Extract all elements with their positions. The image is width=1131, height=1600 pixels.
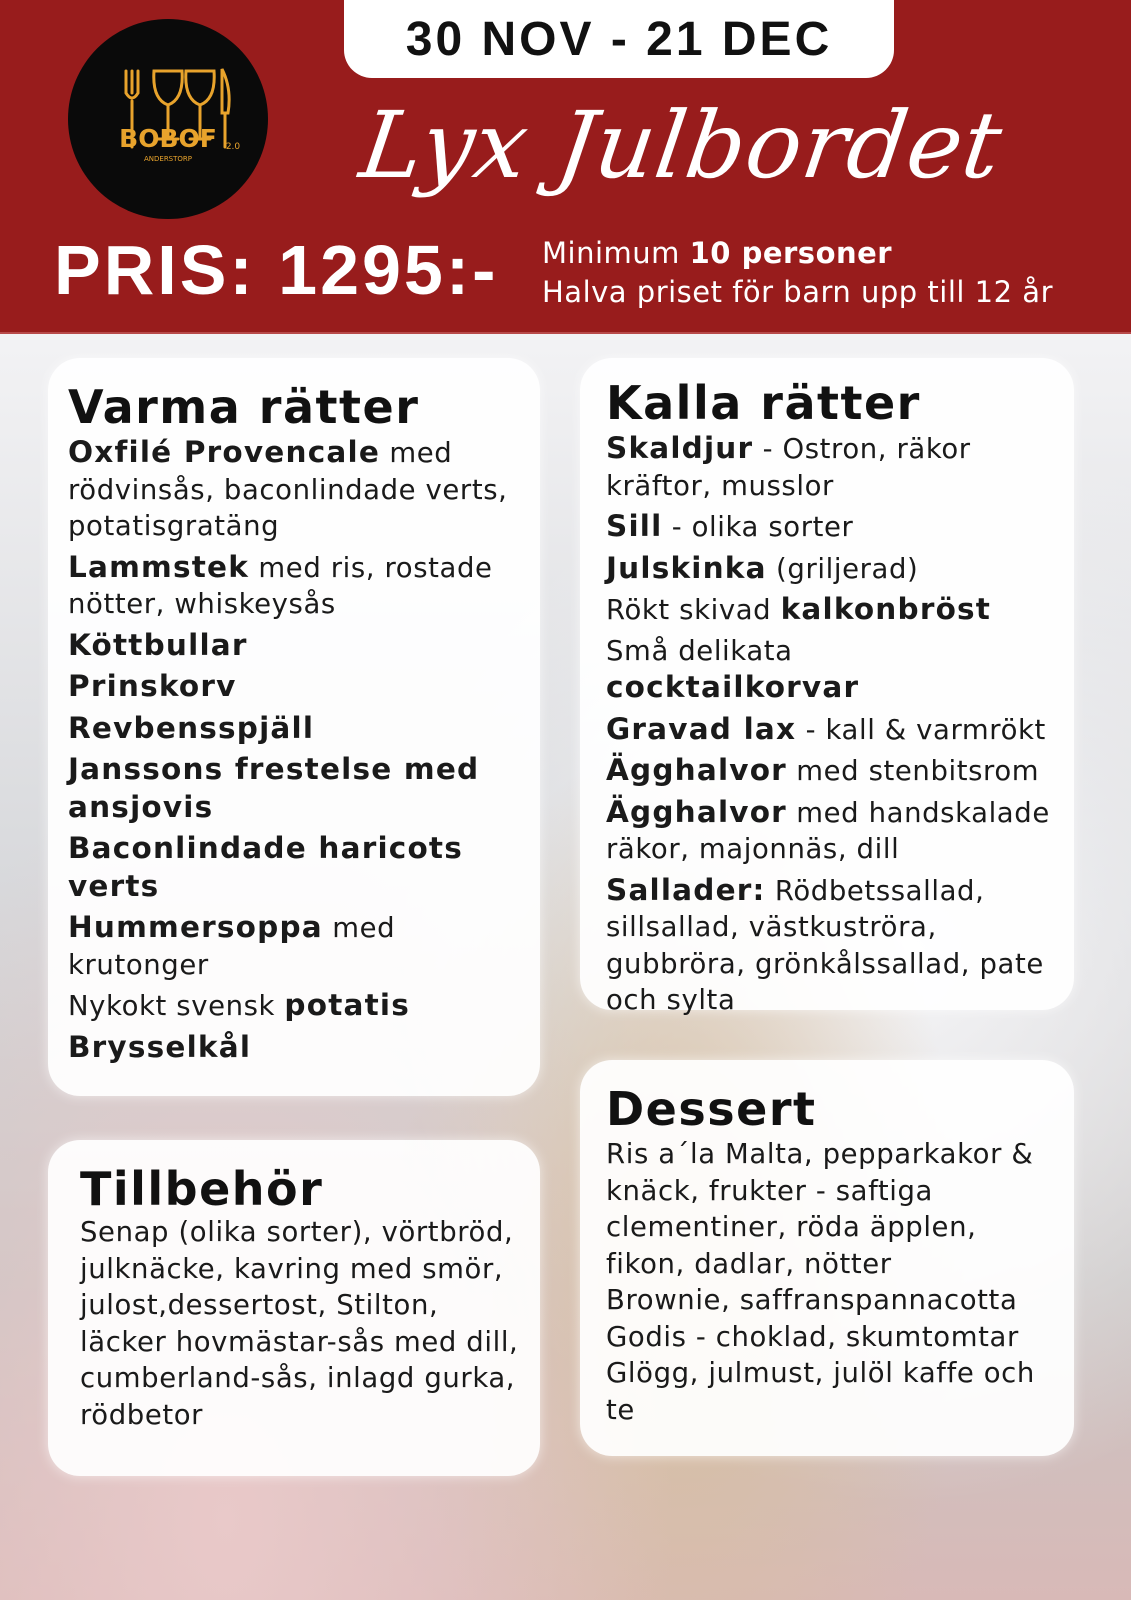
list-varma-ratter: [68, 434, 520, 1066]
menu-item-name: kalkonbröst: [780, 592, 992, 626]
card-varma-ratter: [48, 358, 540, 1096]
menu-item-description: med krutonger: [68, 912, 396, 981]
menu-item: [68, 668, 520, 706]
menu-item-name: Revbensspjäll: [68, 710, 315, 745]
menu-item: [606, 794, 1054, 868]
menu-item-prefix: Nykokt svensk: [68, 990, 285, 1022]
heading-tillbehor: Tillbehör: [80, 1162, 324, 1216]
menu-item-name: Janssons frestelse med ansjovis: [68, 752, 480, 824]
menu-item-name: Skaldjur: [606, 431, 754, 465]
menu-item: [68, 627, 520, 665]
menu-item-name: Baconlindade haricots verts: [68, 831, 463, 903]
menu-item-name: Brysselkål: [68, 1029, 252, 1064]
list-dessert: [606, 1136, 1056, 1428]
menu-item-description: med ris, rostade nötter, whiskeysås: [68, 551, 493, 620]
menu-item: [68, 909, 520, 983]
heading-varma-ratter: Varma rätter: [68, 380, 420, 434]
menu-item-name: Ägghalvor: [606, 794, 787, 829]
menu-title: Lyx Julbordet: [354, 92, 1009, 199]
menu-item: [606, 430, 1054, 504]
menu-item-prefix: Rökt skivad: [606, 594, 781, 626]
menu-item: [68, 710, 520, 748]
header-banner: [0, 0, 1131, 334]
restaurant-logo: [68, 19, 268, 219]
menu-item-name: Prinskorv: [68, 669, 237, 703]
menu-item-name: Hummersoppa: [68, 910, 323, 944]
dessert-line: Glögg, julmust, julöl kaffe och te: [606, 1357, 1035, 1426]
menu-item: [68, 751, 520, 826]
text-tillbehor: Senap (olika sorter), vörtbröd, julknäcke, kavring med smör, julost,dessertost, Stilton, läcker hovmästar-sås med dill, cumberland-sås, inlagd gurka, rödbetor: [80, 1216, 519, 1431]
menu-item-name: potatis: [284, 988, 410, 1022]
menu-item-name: Lammstek: [68, 549, 250, 584]
menu-item-description: - olika sorter: [662, 511, 854, 543]
dessert-line: Ris a´la Malta, pepparkakor & knäck, frukter - saftiga clementiner, röda äpplen, fikon, dadlar, nötter: [606, 1138, 1034, 1280]
price-note-line2: Halva priset för barn upp till 12 år: [542, 275, 1053, 309]
minimum-label: Minimum: [542, 236, 690, 270]
menu-item: [606, 508, 1054, 546]
price-note-line1: [542, 234, 1053, 273]
menu-item: [68, 830, 520, 905]
logo-place: ANDERSTORP: [143, 155, 193, 163]
card-dessert: [580, 1060, 1074, 1456]
menu-item-name: Sallader:: [606, 872, 766, 907]
heading-kalla-ratter: Kalla rätter: [606, 376, 921, 430]
dessert-line: Godis - choklad, skumtomtar: [606, 1320, 1019, 1353]
menu-item: [68, 549, 520, 623]
menu-item: [606, 550, 1054, 588]
menu-item-name: Gravad lax: [606, 711, 797, 746]
list-kalla-ratter: [606, 430, 1054, 1019]
menu-item-name: Oxfilé Provencale: [68, 435, 381, 469]
menu-item: [606, 591, 1054, 629]
menu-item: [68, 987, 520, 1025]
menu-item-description: Rödbetssallad, sillsallad, västkuströra, gubbröra, grönkålssallad, pate och sylta: [606, 874, 1044, 1016]
menu-item-description: - Ostron, räkor kräftor, musslor: [606, 433, 971, 502]
minimum-count: 10 personer: [689, 236, 893, 270]
menu-item-description: - kall & varmrökt: [796, 713, 1046, 746]
menu-item: [606, 752, 1054, 790]
menu-item-name: Julskinka: [606, 550, 767, 585]
menu-item: [606, 633, 1054, 707]
menu-item: [606, 711, 1054, 749]
price: PRIS: 1295:-: [54, 231, 499, 309]
menu-item-name: Ägghalvor: [606, 753, 787, 787]
card-tillbehor: [48, 1140, 540, 1476]
dessert-line: Brownie, saffranspannacotta: [606, 1284, 1018, 1316]
menu-item: [68, 434, 520, 545]
menu-item: [606, 872, 1054, 1019]
date-range: 30 NOV - 21 DEC: [344, 0, 894, 78]
menu-item-description: med stenbitsrom: [786, 755, 1040, 787]
heading-dessert: Dessert: [606, 1082, 817, 1136]
price-note: [542, 234, 1053, 312]
logo-name: BOBOF: [119, 124, 217, 153]
card-kalla-ratter: [580, 358, 1074, 1016]
menu-item-name: cocktailkorvar: [606, 670, 860, 704]
menu-item-description: med rödvinsås, baconlindade verts, potatisgratäng: [68, 437, 508, 542]
logo-version: 2.0: [225, 142, 241, 152]
menu-item-description: (griljerad): [766, 552, 919, 585]
menu-item: [68, 1029, 520, 1067]
logo-graphic: [68, 19, 268, 219]
menu-item-prefix: Små delikata: [606, 634, 793, 667]
menu-item-name: Köttbullar: [68, 627, 248, 662]
menu-item-description: med handskalade räkor, majonnäs, dill: [606, 796, 1050, 865]
menu-item-name: Sill: [606, 509, 663, 543]
